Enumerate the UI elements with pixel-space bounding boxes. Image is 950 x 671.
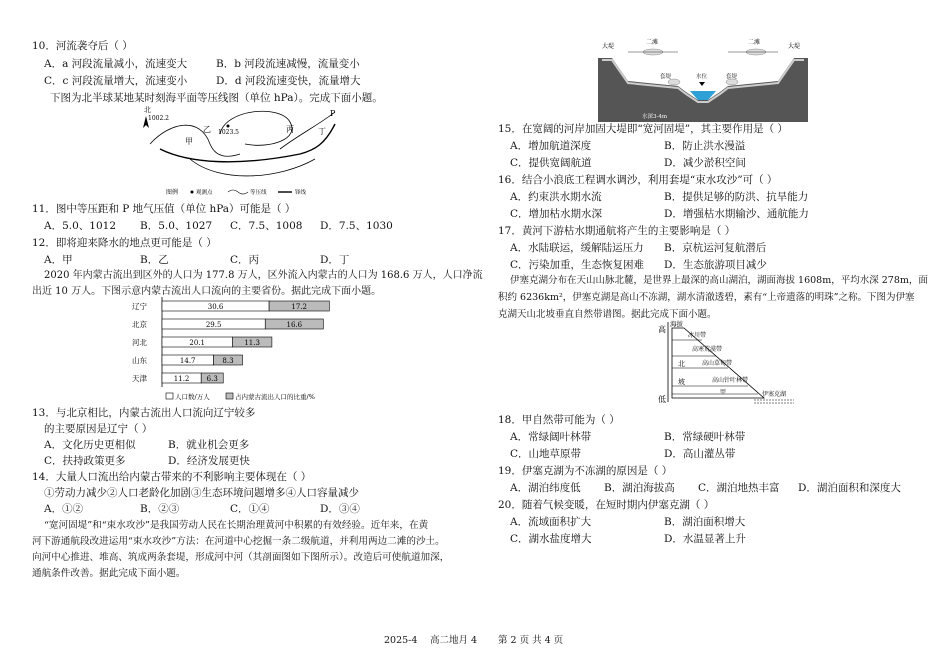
river-cross-section <box>598 36 808 122</box>
q15-option-c[interactable]: C．提供宽阔航道 <box>510 157 592 169</box>
label-high: 高 <box>658 325 666 334</box>
category-label: 山东 <box>132 356 147 365</box>
q16-stem: 16．结合小浪底工程调水调沙，利用套堤“束水攻沙”可（ ） <box>498 174 778 186</box>
q13-option-b[interactable]: B．就业机会更多 <box>168 439 250 451</box>
q17-option-c[interactable]: C．污染加重，生态恢复困难 <box>510 259 645 271</box>
intro-lake-2: 积约 6236km²，伊塞克湖是高山不冻湖，湖水清澈透碧，素有“上帝遗落的明珠”之称。下图为伊塞 <box>498 292 915 303</box>
label-dike-left: 大堤 <box>602 43 615 50</box>
label-water-level: 水位 <box>696 74 708 80</box>
q10-stem: 10．河流袭夺后（ ） <box>32 40 133 52</box>
q14-option-b[interactable]: B．②③ <box>140 503 180 515</box>
q20-option-b[interactable]: B．湖泊面积增大 <box>664 516 746 528</box>
bar-label-population: 14.7 <box>179 357 196 365</box>
q12-stem: 12．即将迎来降水的地点更可能是（ ） <box>32 237 217 249</box>
q20-option-c[interactable]: C．湖水盐度增大 <box>510 533 592 545</box>
point-ding: 丁 <box>318 127 326 136</box>
vertical-zone-diagram <box>654 318 802 412</box>
q17-stem: 17．黄河下游枯水期通航将产生的主要影响是（ ） <box>498 225 736 237</box>
pressure-1002: 1002.2 <box>148 115 169 122</box>
label-north: 北 <box>678 360 685 368</box>
q13-stem-2: 的主要原因是辽宁（ ） <box>44 423 153 435</box>
q11-option-d[interactable]: D．7.5、1030 <box>320 220 393 232</box>
intro-lake-3: 克湖天山北坡垂直自然带谱图。据此完成下面小题。 <box>498 309 717 320</box>
footer-date: 2025-4 <box>384 635 418 646</box>
q12-option-b[interactable]: B．乙 <box>140 254 169 266</box>
q13-stem-1: 13．与北京相比，内蒙古流出人口流向辽宁较多 <box>32 407 256 419</box>
intro-river-3: 向河中心推进、堆高、筑成两条套堤，形成河中河（其剖面图如下图所示）。改造后可使航道加深， <box>32 552 450 563</box>
point-p: P <box>330 109 336 118</box>
legend-isobar: 等压线 <box>250 190 267 196</box>
q11-stem: 11．图中等压距和 P 地气压值（单位 hPa）可能是（ ） <box>32 203 296 215</box>
point-jia: 甲 <box>185 137 193 146</box>
q16-option-d[interactable]: D．增强枯水期输沙、通航能力 <box>664 208 809 220</box>
legend-front: 锋线 <box>295 190 307 196</box>
zone-desert: 高寒荒漠带 <box>692 346 723 353</box>
zone-jia: 甲 <box>720 389 727 396</box>
label-inner-dike-left: 套堤 <box>660 74 672 80</box>
migration-bar-chart <box>128 297 348 405</box>
q20-option-a[interactable]: A．流域面积扩大 <box>510 516 592 528</box>
q13-option-a[interactable]: A．文化历史更相似 <box>44 439 136 451</box>
q15-option-b[interactable]: B．防止洪水漫溢 <box>664 140 746 152</box>
q10-option-a[interactable]: A．a 河段流量减小，流速变大 <box>44 58 188 70</box>
q18-option-a[interactable]: A．常绿阔叶林带 <box>510 431 592 443</box>
q20-stem: 20．随着气候变暖，在短时期内伊塞克湖（ ） <box>498 499 715 511</box>
legend-observation: 观测点 <box>196 190 213 196</box>
footer-page: 第 2 页 共 4 页 <box>498 635 564 646</box>
q14-option-c[interactable]: C．①④ <box>230 503 270 515</box>
bar-label-population: 11.2 <box>173 375 190 383</box>
q15-option-a[interactable]: A．增加航道深度 <box>510 140 592 152</box>
q12-option-a[interactable]: A．甲 <box>44 254 73 266</box>
q15-option-d[interactable]: D．减少淤积空间 <box>664 157 746 169</box>
footer-exam: 高二地月 4 <box>430 635 478 646</box>
q16-option-b[interactable]: B．提供足够的防洪、抗旱能力 <box>664 191 809 203</box>
bar-label-population: 20.1 <box>189 339 205 347</box>
isobar-map <box>130 104 350 199</box>
label-flat-right: 二滩 <box>748 39 761 46</box>
q13-option-d[interactable]: D．经济发展更快 <box>168 455 250 467</box>
legend-swatch-population <box>166 393 173 399</box>
label-flat-left: 二滩 <box>646 39 659 46</box>
bar-label-share: 8.3 <box>222 357 234 365</box>
q11-option-a[interactable]: A．5.0、1012 <box>44 220 117 232</box>
q18-option-c[interactable]: C．山地草原带 <box>510 448 582 460</box>
q16-option-c[interactable]: C．增加枯水期水深 <box>510 208 603 220</box>
q17-option-a[interactable]: A．水陆联运，缓解陆运压力 <box>510 242 644 254</box>
q12-option-d[interactable]: D．丁 <box>320 254 350 266</box>
q14-items: ①劳动力减少②人口老龄化加剧③生态环境问题增多④人口容量减少 <box>44 487 359 499</box>
intro-migration-1: 2020 年内蒙古流出到区外的人口为 177.8 万人，区外流入内蒙古的人口为 168.6 万人，人口净流 <box>44 270 483 281</box>
q16-option-a[interactable]: A．约束洪水期水流 <box>510 191 602 203</box>
q18-option-d[interactable]: D．高山灌丛带 <box>664 448 736 460</box>
legend-share: 占内蒙古流出人口的比重/% <box>235 393 315 401</box>
zone-meadow: 高山草甸带 <box>702 360 733 367</box>
legend-title: 图例 <box>166 189 179 196</box>
point-bing: 丙 <box>286 125 294 134</box>
q12-option-c[interactable]: C．丙 <box>230 254 260 266</box>
category-label: 河北 <box>132 338 147 347</box>
q13-option-c[interactable]: C．扶持政策更多 <box>44 455 126 467</box>
q19-option-b[interactable]: B．湖泊海拔高 <box>604 482 675 494</box>
q15-stem: 15．在宽阔的河岸加固大堤即“宽河固堤”，其主要作用是（ ） <box>498 123 788 135</box>
q19-option-d[interactable]: D．湖泊面积和深度大 <box>798 482 901 494</box>
pressure-1023: 1023.5 <box>218 129 239 136</box>
label-depth: 水深3-4m <box>642 114 668 120</box>
q17-option-b[interactable]: B．京杭运河复航潜后 <box>664 242 767 254</box>
q18-stem: 18．甲自然带可能为（ ） <box>498 414 620 426</box>
north-label: 北 <box>144 106 151 114</box>
legend-swatch-share <box>226 393 233 399</box>
point-yi: 乙 <box>203 125 211 134</box>
q19-stem: 19．伊塞克湖为不冻湖的原因是（ ） <box>498 465 673 477</box>
q11-option-c[interactable]: C．7.5、1008 <box>230 220 303 232</box>
label-low: 低 <box>658 395 666 404</box>
q11-option-b[interactable]: B．5.0、1027 <box>140 220 213 232</box>
bar-label-share: 6.3 <box>206 375 218 383</box>
category-label: 北京 <box>132 320 147 329</box>
intro-migration-2: 出近 10 万人。下图示意内蒙古流出人口流向的主要省份。据此完成下面小题。 <box>32 286 382 297</box>
intro-river-2: 河下游通航段改进运用“束水攻沙”方法：在河道中心挖掘一条二级航道，并利用两边二滩的沙土。 <box>32 536 445 547</box>
zone-forest: 高山针叶林带 <box>712 377 749 384</box>
q18-option-b[interactable]: B．常绿硬叶林带 <box>664 431 746 443</box>
category-label: 天津 <box>132 374 147 383</box>
label-altitude: 海拔 <box>670 320 683 328</box>
q10-option-c[interactable]: C．c 河段流量增大，流速变小 <box>44 75 188 87</box>
label-lake: 伊塞克湖 <box>762 391 787 398</box>
q14-option-a[interactable]: A．①② <box>44 503 84 515</box>
zone-glacier: 冰川带 <box>688 332 707 339</box>
intro-lake-1: 伊塞克湖分布在天山山脉北麓，是世界上最深的高山湖泊，湖面海拔 1608m，平均水深 278m，面 <box>510 275 928 286</box>
label-dike-right: 大堤 <box>788 43 801 50</box>
bar-label-share: 17.2 <box>291 303 307 311</box>
q10-option-d[interactable]: D．d 河段流速变快，流量增大 <box>216 75 361 87</box>
bar-label-share: 11.3 <box>244 339 260 347</box>
q19-option-c[interactable]: C．湖泊地热丰富 <box>698 482 780 494</box>
intro-pressure: 下图为北半球某地某时刻海平面等压线图（单位 hPa）。完成下面小题。 <box>50 92 383 104</box>
intro-river-4: 通航条件改善。据此完成下面小题。 <box>32 568 186 579</box>
q19-option-a[interactable]: A．湖泊纬度低 <box>510 482 581 494</box>
bar-label-share: 16.6 <box>286 321 303 329</box>
bar-label-population: 30.6 <box>207 303 224 311</box>
legend-population: 人口数/万人 <box>175 393 210 401</box>
q20-option-d[interactable]: D．水温显著上升 <box>664 533 746 545</box>
label-inner-dike-right: 套堤 <box>726 74 738 80</box>
intro-river-1: “宽河固堤”和“束水攻沙”是我国劳动人民在长期治理黄河中积累的有效经验。近年来，在黄 <box>44 520 429 531</box>
q10-option-b[interactable]: B．b 河段流速减慢，流量变小 <box>216 58 360 70</box>
category-label: 辽宁 <box>132 302 147 311</box>
q14-option-d[interactable]: D．③④ <box>320 503 360 515</box>
label-slope: 坡 <box>678 378 685 386</box>
q17-option-d[interactable]: D．生态旅游项目减少 <box>664 259 767 271</box>
q14-stem: 14．大量人口流出给内蒙古带来的不利影响主要体现在（ ） <box>32 471 312 483</box>
bar-label-population: 29.5 <box>205 321 222 329</box>
water-level-icon <box>699 82 705 86</box>
